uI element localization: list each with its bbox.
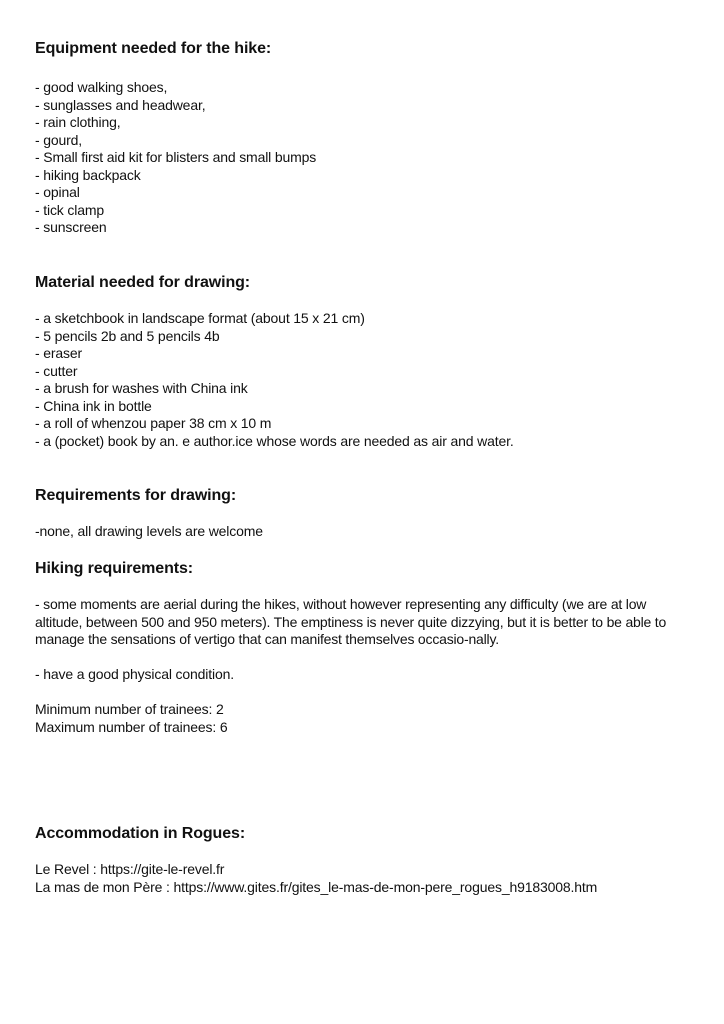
drawing-requirements-heading: Requirements for drawing: bbox=[35, 487, 237, 504]
list-item: - a (pocket) book by an. e author.ice whose words are needed as air and water. bbox=[35, 432, 514, 449]
list-item: - sunscreen bbox=[35, 219, 107, 235]
equipment-heading: Equipment needed for the hike: bbox=[35, 40, 272, 57]
accommodation-name: La mas de mon Père : bbox=[35, 878, 174, 895]
accommodation-link[interactable]: https://gite-le-revel.fr bbox=[100, 861, 225, 877]
accommodation-entry bbox=[35, 879, 597, 897]
hiking-requirements-heading: Hiking requirements: bbox=[35, 560, 194, 577]
list-item: - 5 pencils 2b and 5 pencils 4b bbox=[35, 327, 220, 344]
list-item: - gourd, bbox=[35, 131, 83, 148]
list-item: - cutter bbox=[35, 362, 78, 379]
min-trainees: Minimum number of trainees: 2 bbox=[35, 701, 224, 717]
list-item: - hiking backpack bbox=[35, 166, 141, 183]
material-heading: Material needed for drawing: bbox=[35, 274, 251, 291]
list-item: - tick clamp bbox=[35, 201, 104, 218]
list-item: - good walking shoes, bbox=[35, 79, 168, 95]
physical-condition-line: - have a good physical condition. bbox=[35, 666, 234, 682]
list-item: - Small first aid kit for blisters and small bumps bbox=[35, 149, 317, 165]
max-trainees: Maximum number of trainees: 6 bbox=[35, 718, 228, 735]
hiking-requirements-paragraph: - some moments are aerial during the hikes, without however representing any difficulty (we are at low altitude, between 500 and 950 meters). The emptiness is never quite dizzying, but it is better to be able to manage the sensations of vertigo that can manifest themselves occasio-nally. bbox=[35, 596, 667, 647]
equipment-list bbox=[35, 79, 316, 237]
list-item: - eraser bbox=[35, 345, 83, 361]
list-item: - a sketchbook in landscape format (about 15 x 21 cm) bbox=[35, 310, 365, 326]
material-list bbox=[35, 310, 514, 450]
list-item: - China ink in bottle bbox=[35, 397, 152, 414]
drawing-requirements-text bbox=[35, 523, 263, 541]
accommodation-list bbox=[35, 861, 597, 896]
hiking-requirements-extra bbox=[35, 666, 234, 684]
list-item: - rain clothing, bbox=[35, 114, 121, 130]
list-item: - a roll of whenzou paper 38 cm x 10 m bbox=[35, 415, 272, 431]
accommodation-heading: Accommodation in Rogues: bbox=[35, 825, 246, 842]
accommodation-entry bbox=[35, 861, 597, 879]
trainees-info bbox=[35, 701, 228, 736]
list-item: - a brush for washes with China ink bbox=[35, 380, 248, 396]
drawing-requirements-line: -none, all drawing levels are welcome bbox=[35, 523, 263, 539]
list-item: - sunglasses and headwear, bbox=[35, 96, 206, 113]
accommodation-name: Le Revel : bbox=[35, 861, 101, 877]
accommodation-link[interactable]: https://www.gites.fr/gites_le-mas-de-mon-pere_rogues_h9183008.htm bbox=[173, 878, 598, 895]
list-item: - opinal bbox=[35, 184, 80, 200]
